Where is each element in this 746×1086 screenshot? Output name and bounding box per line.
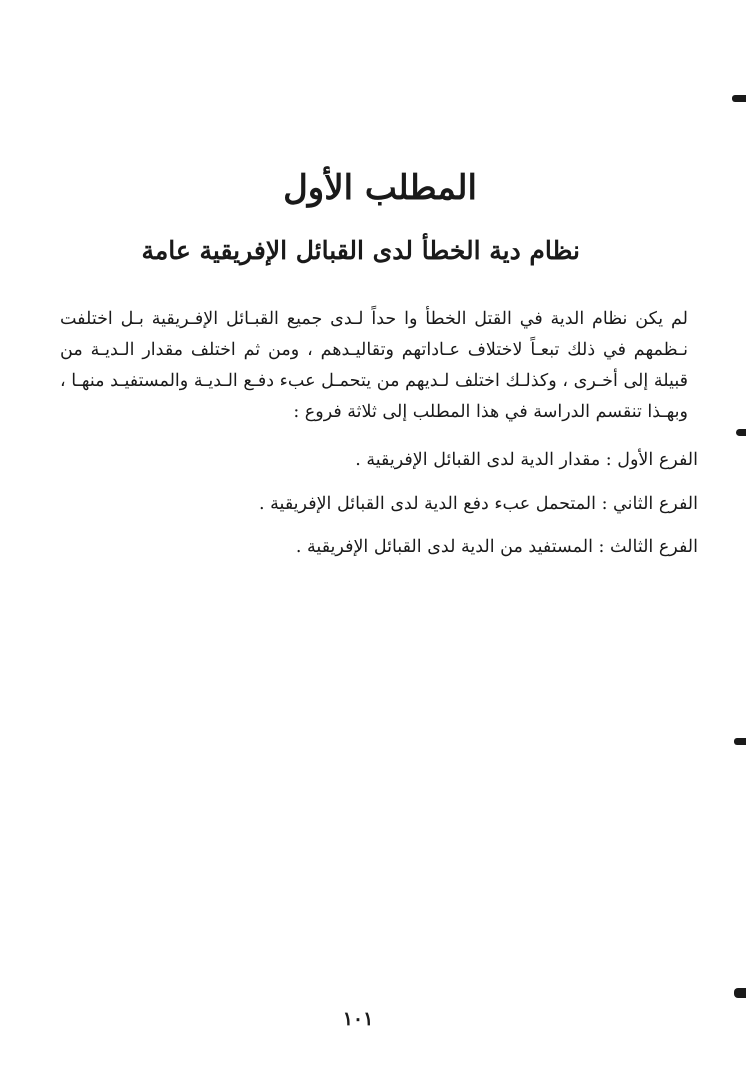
scan-edge-mark [734,988,746,998]
section-subtitle: نظام دية الخطأ لدى القبائل الإفريقية عامة [141,236,580,265]
scan-edge-mark [732,95,746,102]
scan-edge-mark [736,429,746,436]
page-number: ١٠١ [342,1008,374,1030]
scan-edge-mark [734,738,746,745]
branch-item-second: الفرع الثاني : المتحمل عبء دفع الدية لدى القبائل الإفريقية . [259,494,698,514]
branch-item-third: الفرع الثالث : المستفيد من الدية لدى القبائل الإفريقية . [295,537,698,557]
intro-paragraph: لم يكن نظام الدية في القتل الخطأ وا حداً لـدى جميع القبـائل الإفـريقية بـل اختلفت نـظمهم في ذلك تبعـاً لاختلاف عـاداتهم وتقاليـدهم ، ومن ثم اختلف مقدار الـديـة من قبيلة إلى أخـرى ، وكذلـك اختلف لـديهم من يتحمـل عبء دفـع الـديـة والمستفيـد منهـا ، وبهـذا تنقسم الدراسة في هذا المطلب إلى ثلاثة فروع : [60,309,688,422]
branch-item-first: الفرع الأول : مقدار الدية لدى القبائل الإفريقية . [355,450,698,470]
section-title: المطلب الأول [283,168,477,208]
